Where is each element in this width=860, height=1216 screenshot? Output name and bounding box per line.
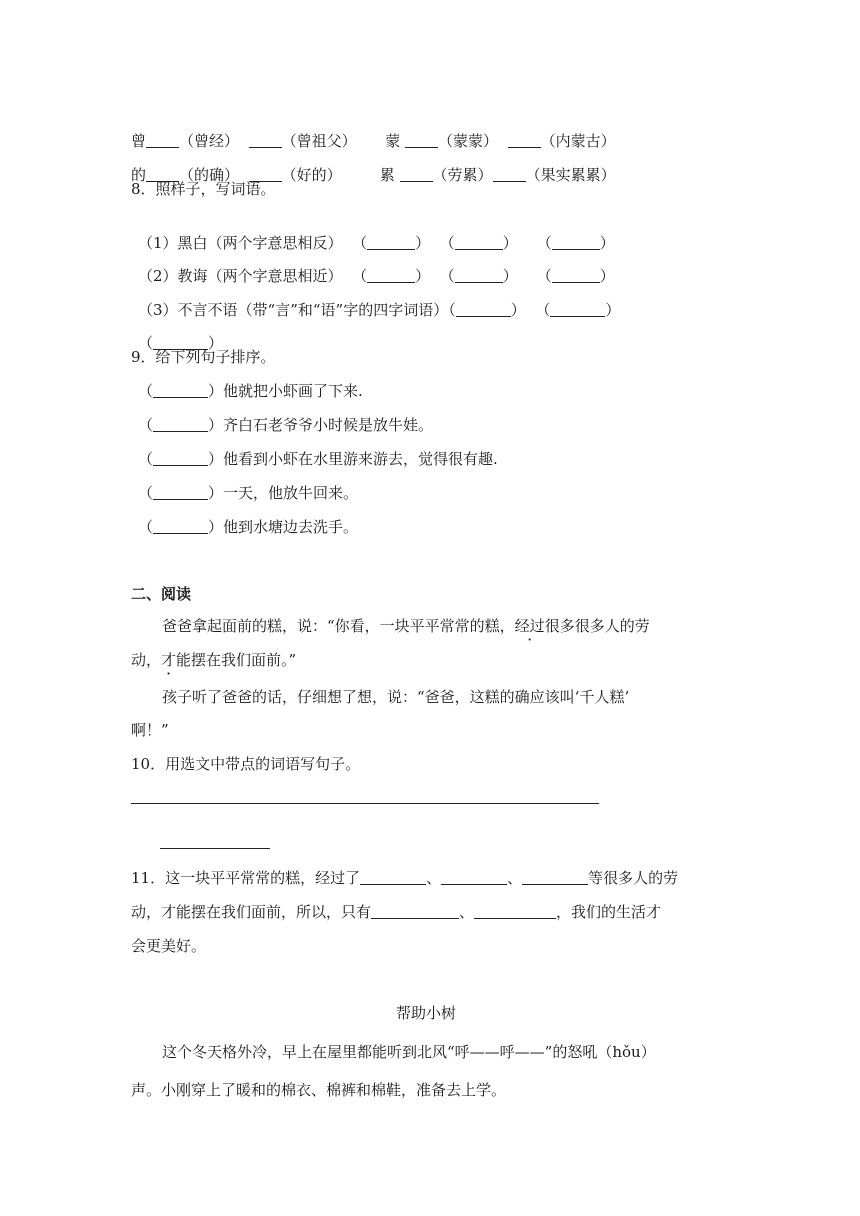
answer-blank[interactable] [400, 167, 433, 182]
dotted-word: 才 [161, 651, 177, 669]
order-blank[interactable] [153, 383, 208, 398]
q10-title: 10．用选文中带点的词语写句子。 [131, 755, 361, 773]
q7-word: （内蒙古） [540, 132, 616, 150]
passage-line: 爸爸拿起面前的糕，说：“你看，一块平平常常的糕，经过很多很多人的劳 [162, 617, 650, 635]
q9-sentence: （ ）他看到小虾在水里游来游去，觉得很有趣. [138, 450, 498, 468]
answer-line[interactable] [160, 848, 270, 849]
q7-word: （的确） [179, 166, 240, 184]
answer-blank[interactable] [360, 870, 426, 885]
q11-line: 会更美好。 [131, 937, 207, 955]
answer-blank[interactable] [550, 302, 605, 317]
order-blank[interactable] [153, 417, 208, 432]
passage-line: 啊！” [131, 721, 169, 739]
q7-word: （劳累） [432, 166, 493, 184]
q8-title: 8．照样子，写词语。 [131, 180, 276, 198]
answer-blank[interactable] [474, 904, 556, 919]
order-blank[interactable] [153, 485, 208, 500]
q7-char: 曾 [131, 132, 147, 150]
story-paragraph: 这个冬天格外冷，早上在屋里都能听到北风“呼——呼——”的怒吼（hǒu） [162, 1043, 656, 1061]
answer-blank[interactable] [456, 302, 511, 317]
order-blank[interactable] [153, 451, 208, 466]
q8-label: （3）不言不语（带“言”和“语”字的四字词语） [138, 301, 449, 319]
q8-label: （2）教诲（两个字意思相近） [138, 267, 343, 285]
q8-item: （2）教诲（两个字意思相近） （ ） （ ） （ ） [138, 267, 615, 285]
q9-sentence: （ ）齐白石老爷爷小时候是放牛娃。 [138, 416, 434, 434]
dotted-word: 经过 [514, 617, 545, 635]
q7-char: 蒙 [385, 132, 401, 150]
story-title: 帮助小树 [396, 1004, 457, 1022]
q8-item-cont: （ ） [138, 334, 224, 352]
q8-item: （3）不言不语（带“言”和“语”字的四字词语）（ ） （ ） [138, 301, 621, 319]
answer-blank[interactable] [522, 870, 588, 885]
q7-word: （曾经） [179, 132, 240, 150]
q9-sentence: （ ）他到水塘边去洗手。 [138, 518, 359, 536]
q7-word: （蒙蒙） [438, 132, 499, 150]
q7-char: 累 [379, 166, 395, 184]
answer-line[interactable] [131, 803, 599, 804]
section-heading: 二、阅读 [131, 585, 192, 603]
q7-word: （曾祖父） [281, 132, 357, 150]
q8-item: （1）黑白（两个字意思相反） （ ） （ ） （ ） [138, 234, 615, 252]
order-blank[interactable] [153, 519, 208, 534]
answer-blank[interactable] [441, 870, 507, 885]
q8-label: （1）黑白（两个字意思相反） [138, 234, 343, 252]
story-paragraph: 声。小刚穿上了暖和的棉衣、棉裤和棉鞋，准备去上学。 [131, 1081, 507, 1099]
q7-char: 的 [131, 166, 147, 184]
q9-sentence: （ ）他就把小虾画了下来. [138, 382, 363, 400]
q11-line: 动，才能摆在我们面前，所以，只有 、 ，我们的生活才 [131, 903, 662, 921]
answer-blank[interactable] [371, 904, 459, 919]
q9-title: 9．给下列句子排序。 [131, 348, 276, 366]
passage-line: 动，才能摆在我们面前。” [131, 651, 297, 669]
q7-word: （果实累累） [525, 166, 616, 184]
answer-blank[interactable] [493, 167, 526, 182]
q11-line: 11．这一块平平常常的糕，经过了 、 、 等很多人的劳 [131, 869, 679, 887]
q9-sentence: （ ）一天，他放牛回来。 [138, 484, 359, 502]
passage-line: 孩子听了爸爸的话，仔细想了想，说：“爸爸，这糕的确应该叫‘千人糕’ [162, 688, 630, 706]
q7-word: （好的） [281, 166, 342, 184]
